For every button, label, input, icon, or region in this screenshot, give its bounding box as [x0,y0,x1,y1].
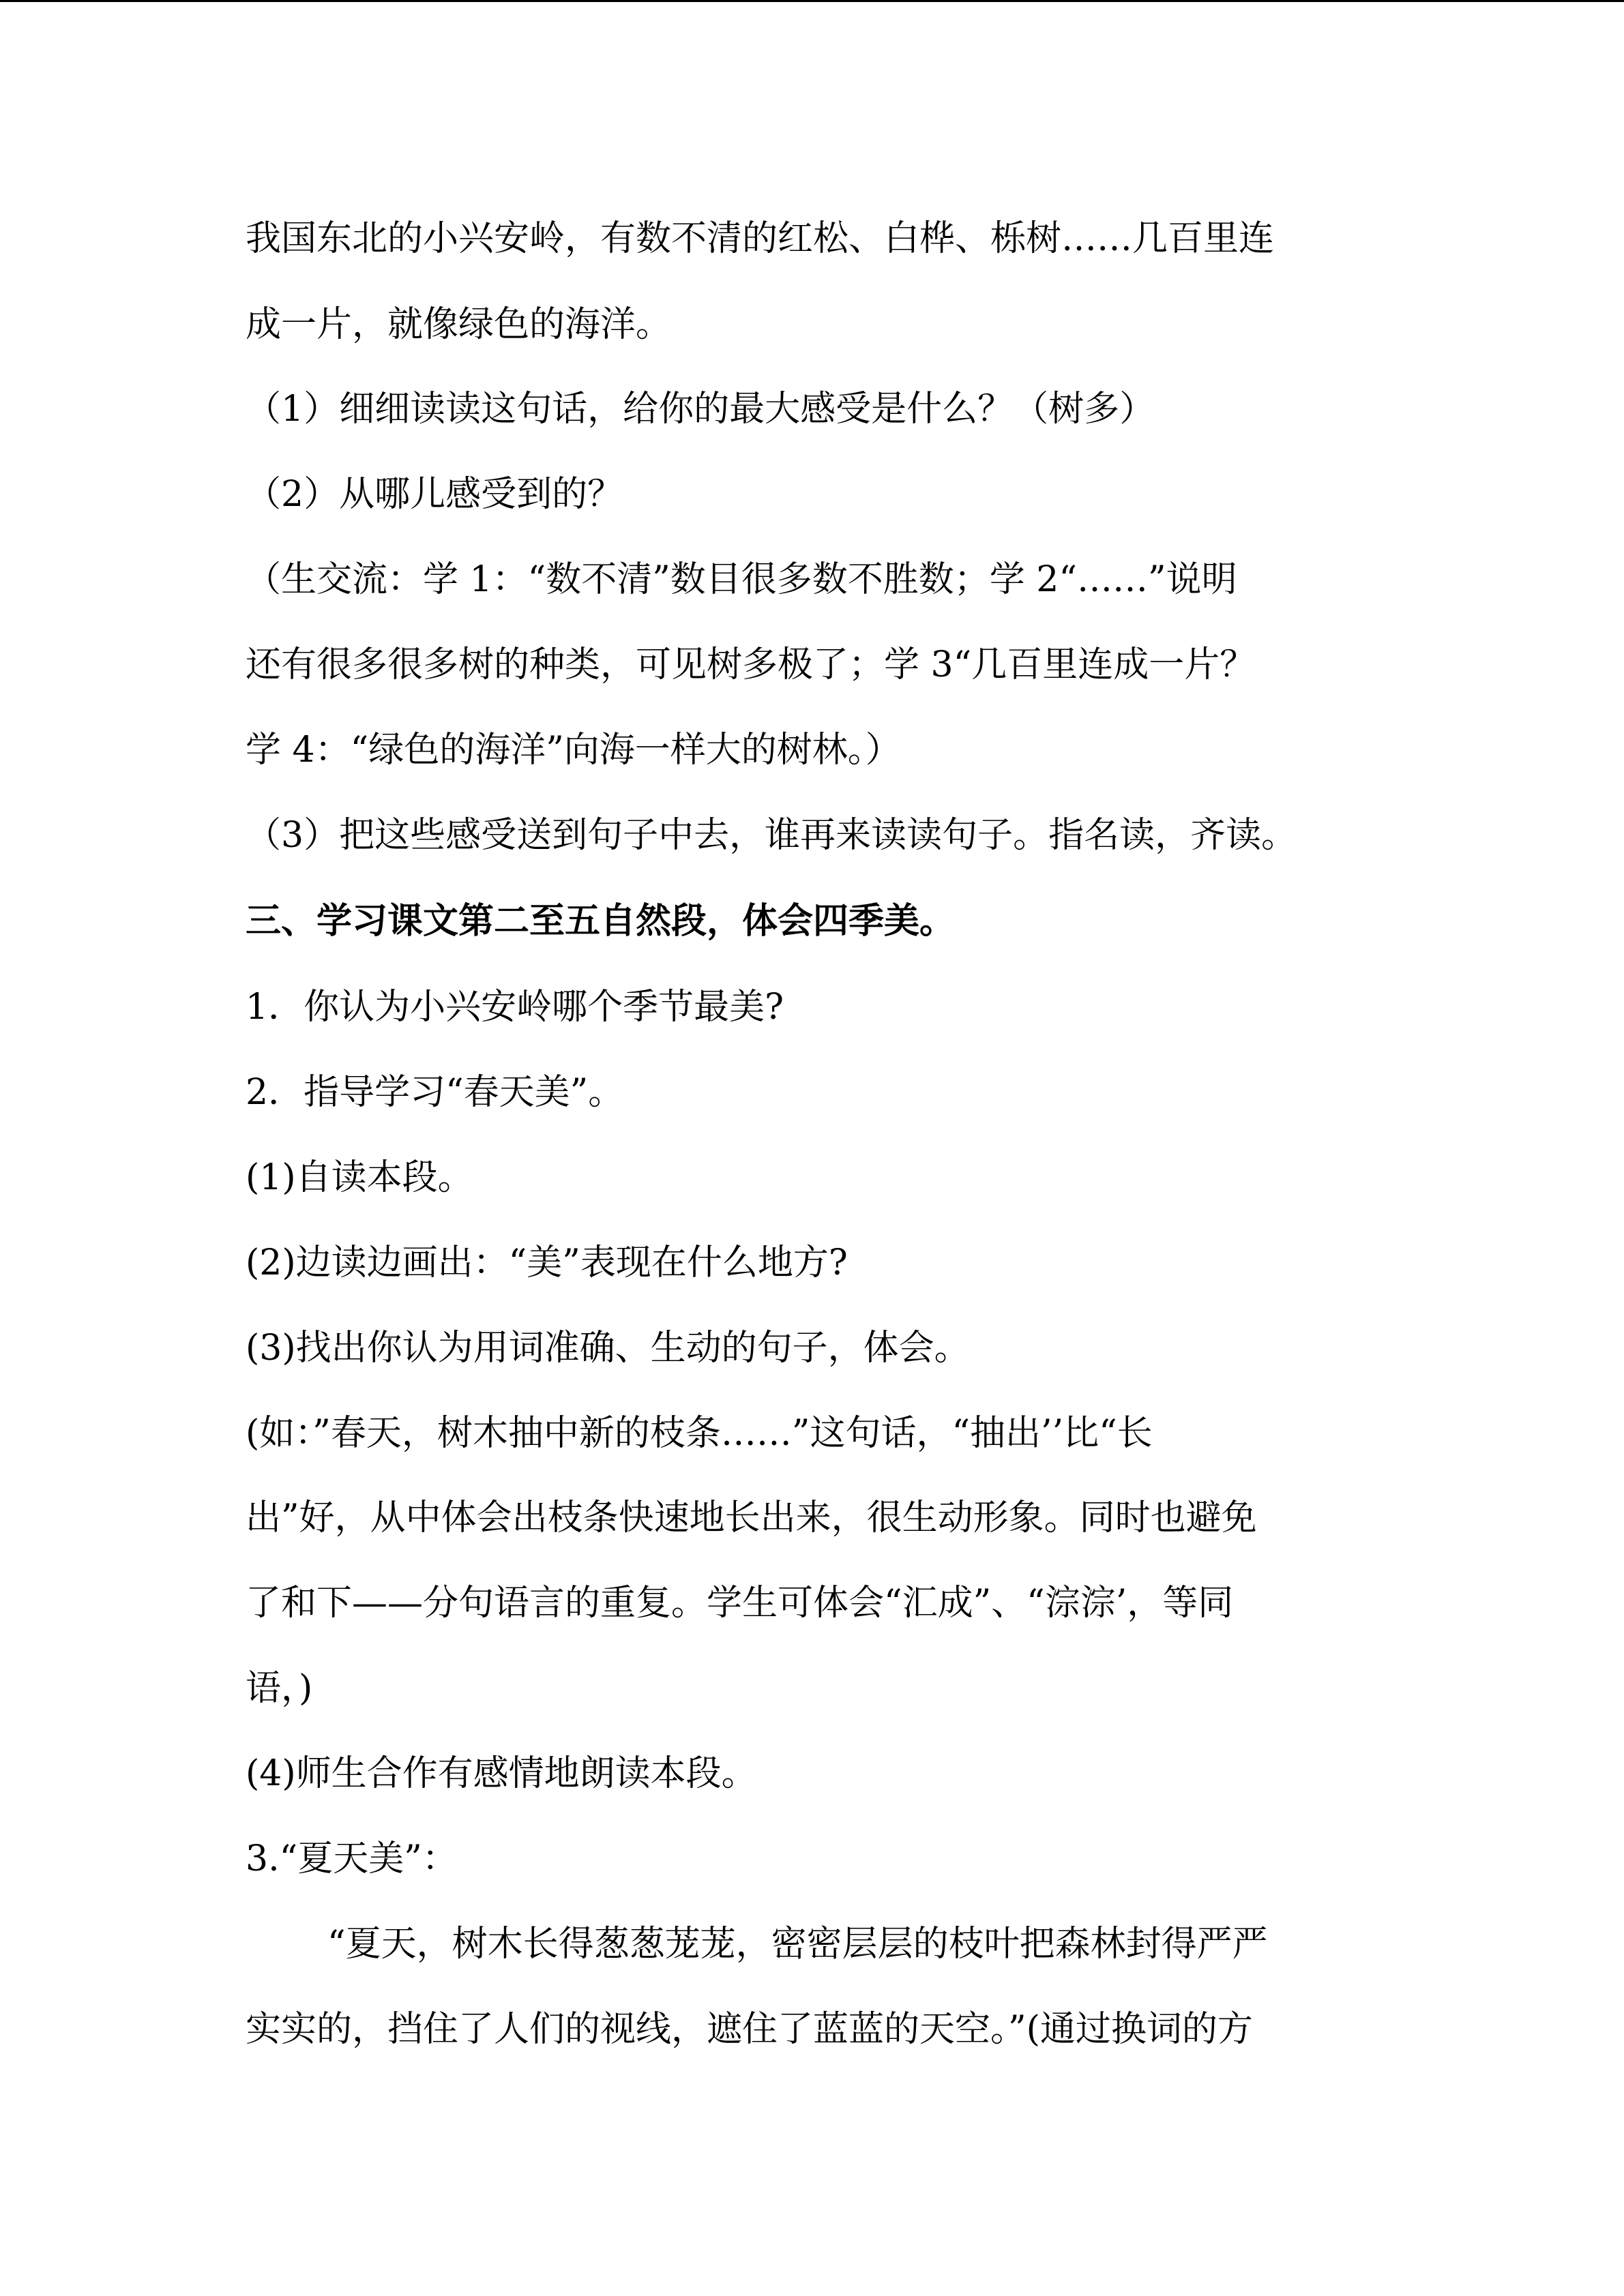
text-line: “夏天，树木长得葱葱茏茏，密密层层的枝叶把森林封得严严 [327,1924,1268,1965]
text-line: （1）细细读读这句话，给你的最大感受是什么？（树多） [246,389,1155,430]
text-line: 还有很多很多树的种类，可见树多极了；学 3“几百里连成一片？ [246,644,1256,685]
page-top-border [0,0,1624,2]
text-line: 出”好，从中体会出枝条快速地长出来，很生动形象。同时也避免 [246,1497,1257,1538]
text-line: (如：”春天，树木抽中新的枝条……”这句话，“抽出’’比“长 [246,1413,1153,1454]
text-line: （3）把这些感受送到句子中去，谁再来读读句子。指名读，齐读。 [246,815,1297,856]
text-line: (2)边读边画出：“美”表现在什么地方? [246,1242,848,1283]
text-line: 2．指导学习“春天美”。 [246,1072,624,1113]
text-line: 实实的，挡住了人们的视线，遮住了蓝蓝的天空。”(通过换词的方 [246,2009,1253,2050]
section-heading: 三、学习课文第二至五自然段，体会四季美。 [246,900,956,942]
text-line: (3)找出你认为用词准确、生动的句子，体会。 [246,1328,970,1369]
text-line: 成一片，就像绿色的海洋。 [246,304,672,345]
text-line: 学 4：“绿色的海洋”向海一样大的树林。） [246,730,901,771]
text-line: (1)自读本段。 [246,1157,473,1198]
text-line: （2）从哪儿感受到的？ [246,474,623,515]
text-line: (4)师生合作有感情地朗读本段。 [246,1753,757,1794]
text-line: 3.“夏天美”： [246,1838,458,1879]
text-line: 语，) [246,1668,313,1709]
text-line: （生交流：学 1：“数不清”数目很多数不胜数；学 2“……”说明 [246,559,1237,600]
text-line: 我国东北的小兴安岭，有数不清的红松、白桦、栎树……几百里连 [246,218,1275,259]
text-line: 了和下——分句语言的重复。学生可体会“汇成”、“淙淙’，等同 [246,1583,1234,1624]
text-line: 1．你认为小兴安岭哪个季节最美? [246,987,784,1028]
